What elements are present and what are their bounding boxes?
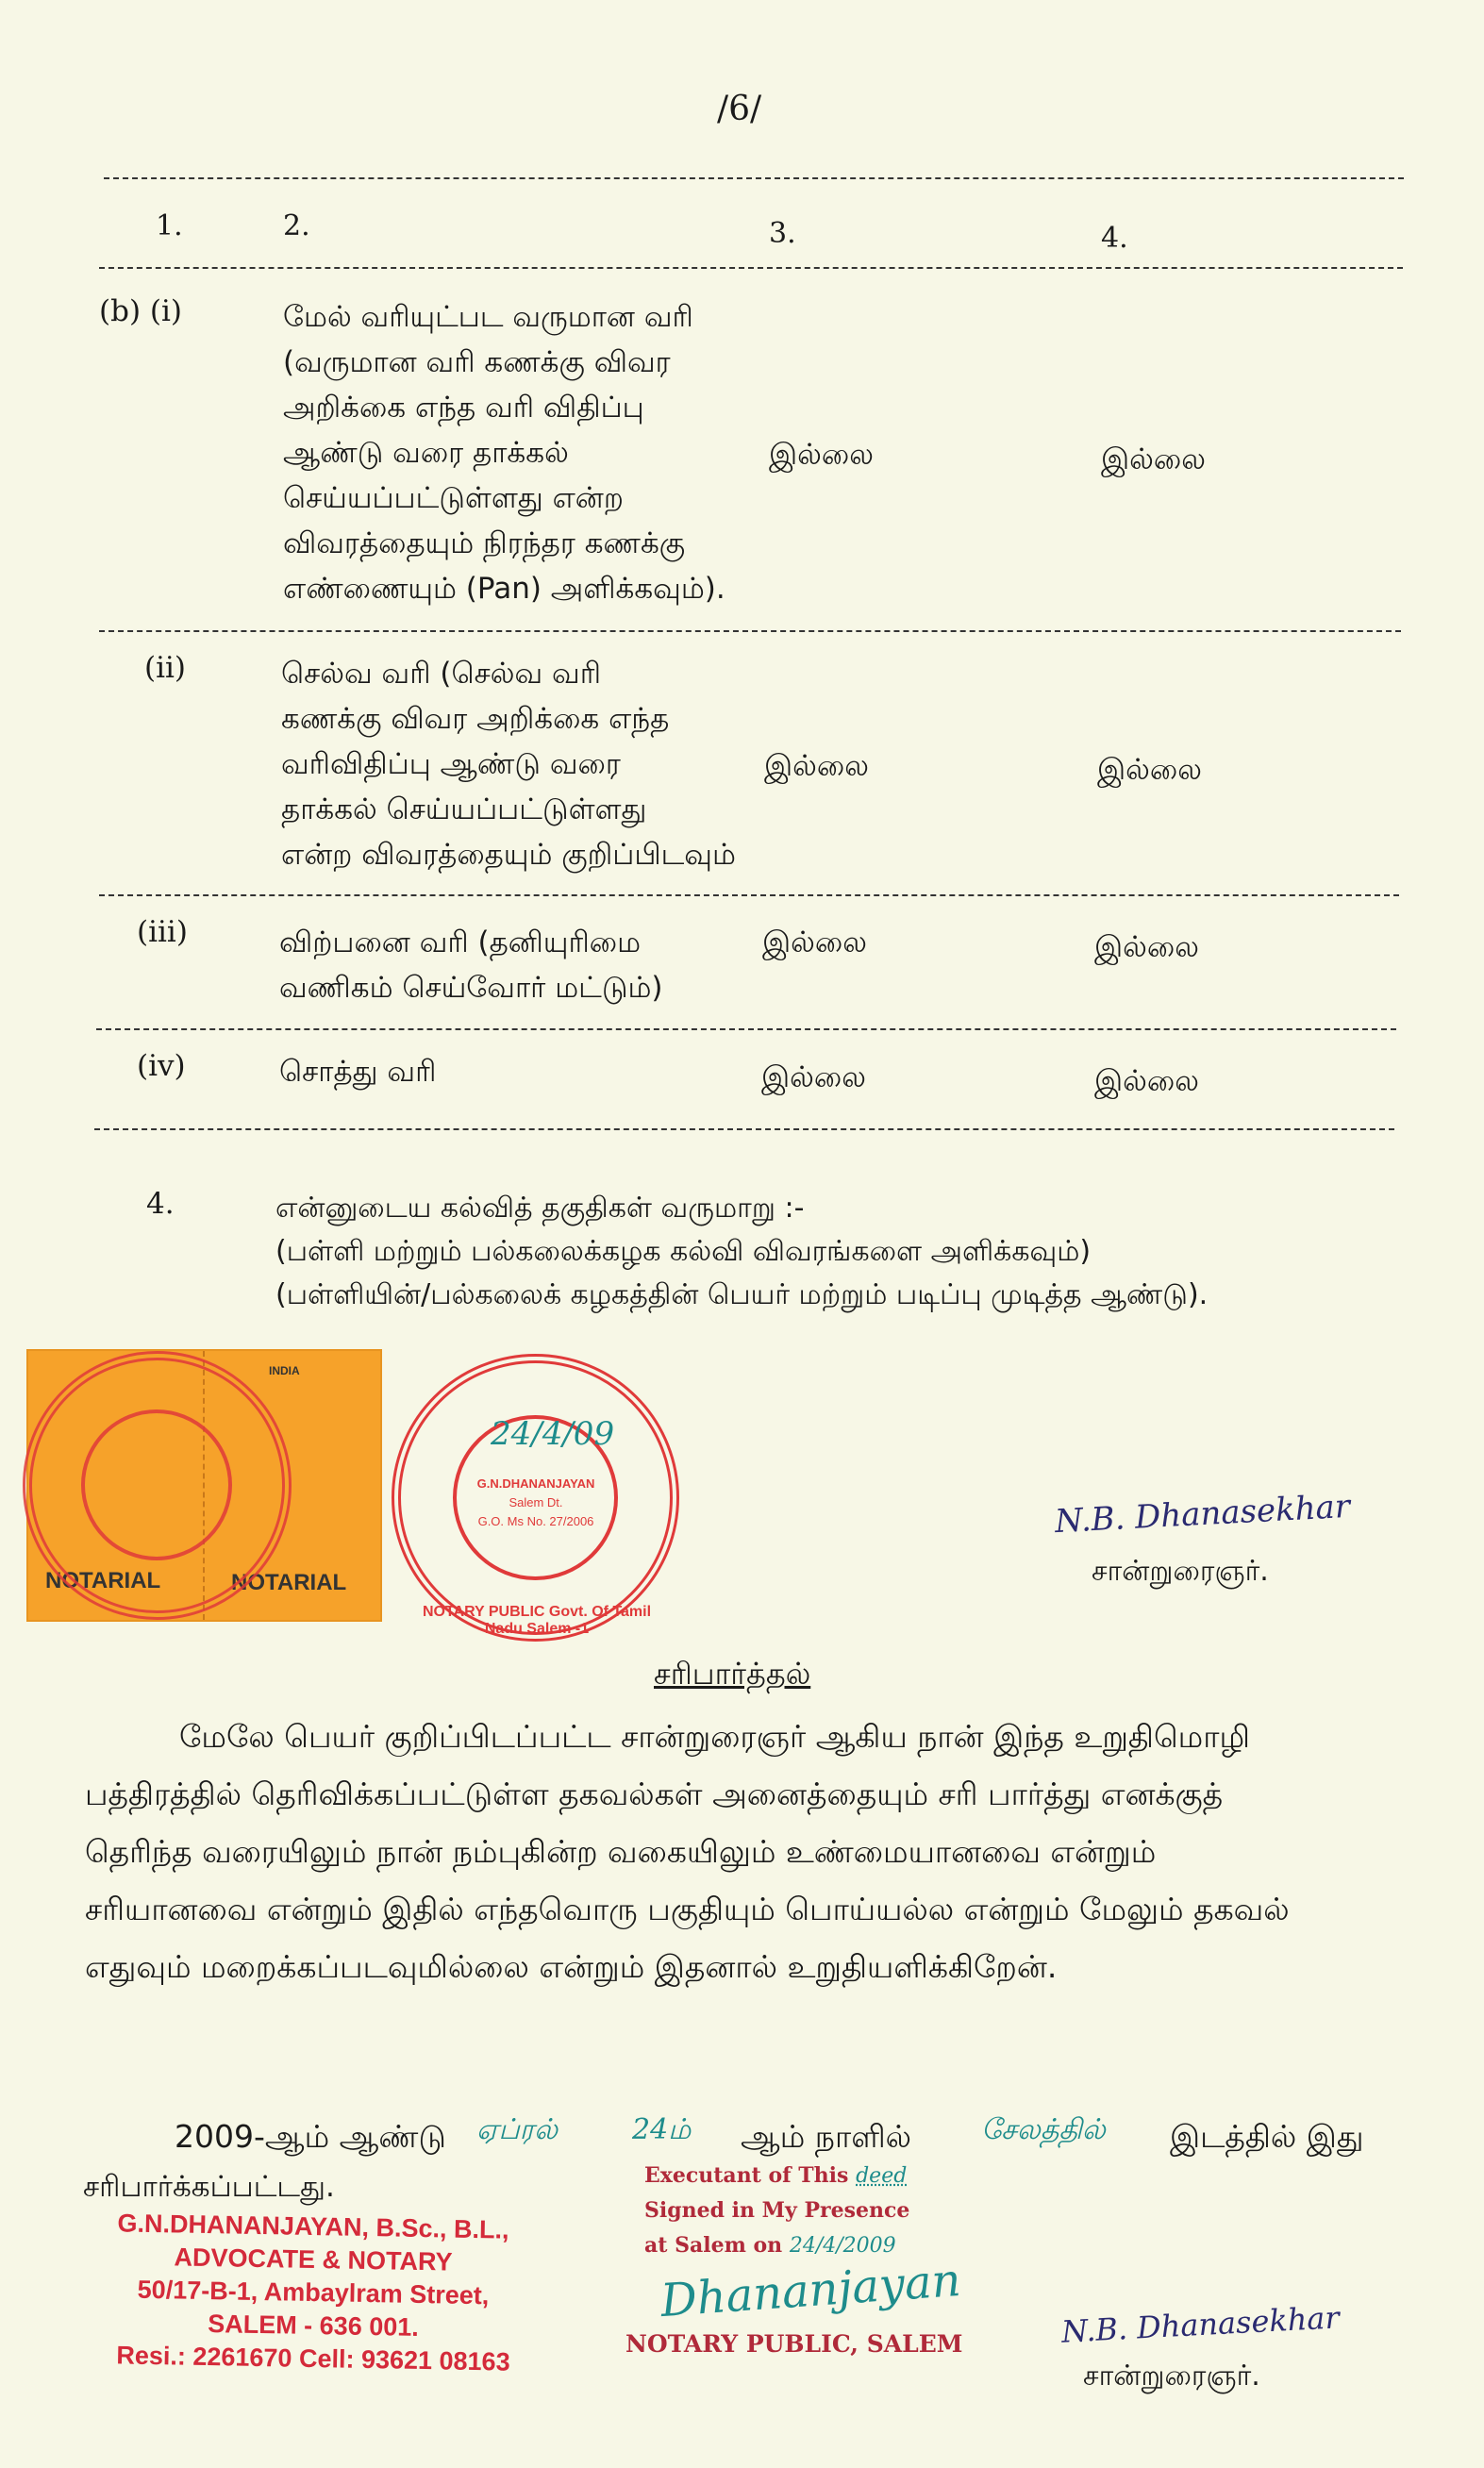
notary-address-stamp [87, 2210, 540, 2376]
row-description-iv: சொத்து வரி [279, 1055, 437, 1089]
date-year-text: 2009-ஆம் ஆண்டு [175, 2118, 446, 2155]
signature-label-1: சான்றுரைஞர். [1092, 1555, 1269, 1588]
column-header-2: 2. [283, 209, 310, 242]
row-description-b-i [283, 294, 725, 611]
column-header-3: 3. [769, 217, 796, 250]
notarial-right-text: NOTARIAL [231, 1570, 347, 1595]
row-value-col4-ii: இல்லை [1097, 753, 1202, 787]
section-4-line: (பள்ளியின்/பல்கலைக் கழகத்தின் பெயர் மற்றும் படிப்பு முடித்த ஆண்டு). [275, 1278, 1209, 1311]
table-rule-row3 [96, 1028, 1396, 1030]
notary-title: ADVOCATE & NOTARY [174, 2243, 453, 2276]
seal-go-number: G.O. Ms No. 27/2006 [477, 1514, 594, 1528]
executant-line-2: Signed in My Presence [644, 2198, 910, 2223]
paragraph-line: பத்திரத்தில் தெரிவிக்கப்பட்டுள்ள தகவல்கள் அனைத்தையும் சரி பார்த்து எனக்குத் [85, 1776, 1224, 1812]
signature-label-2: சான்றுரைஞர். [1083, 2360, 1260, 2393]
section-4-text [275, 1187, 1208, 1317]
paragraph-line: எதுவும் மறைக்கப்படவுமில்லை என்றும் இதனால் உறுதியளிக்கிறேன். [85, 1948, 1058, 1985]
date-place-suffix: இடத்தில் இது [1170, 2118, 1364, 2155]
desc-line: செய்யப்பட்டுள்ளது என்ற [283, 481, 624, 515]
row-number-ii: (ii) [144, 651, 187, 685]
date-line-2: சரிபார்க்கப்பட்டது. [83, 2170, 335, 2204]
notary-street: 50/17-B-1, Ambaylram Street, [137, 2275, 490, 2310]
desc-line: வணிகம் செய்வோர் மட்டும்) [279, 971, 663, 1005]
row-value-col3-ii: இல்லை [764, 749, 869, 783]
section-4-number: 4. [146, 1187, 175, 1221]
desc-line: வரிவிதிப்பு ஆண்டு வரை [281, 747, 621, 781]
notarial-left-text: NOTARIAL [45, 1568, 161, 1593]
desc-line: என்ற விவரத்தையும் குறிப்பிடவும் [281, 838, 736, 872]
table-rule-row2 [99, 894, 1399, 896]
section-4-line: (பள்ளி மற்றும் பல்கலைக்கழக கல்வி விவரங்களை அளிக்கவும்) [275, 1235, 1092, 1268]
desc-line: மேல் வரியுட்பட வருமான வரி [283, 300, 693, 334]
seal-ring-text: NOTARY PUBLIC Govt. Of Tamil Nadu Salem -1 [422, 1604, 652, 1637]
row-number-iv: (iv) [137, 1049, 186, 1083]
notary-seal-inner-ring [81, 1409, 232, 1560]
table-rule-header [99, 267, 1403, 269]
row-value-col4-iv: இல்லை [1094, 1064, 1199, 1098]
desc-line: தாக்கல் செய்யப்பட்டுள்ளது [281, 792, 647, 826]
table-rule-top [104, 177, 1404, 179]
date-place-handwritten: சேலத்தில் [981, 2113, 1106, 2146]
seal-handwritten-date: 24/4/09 [491, 1415, 615, 1453]
row-value-col4-b-i: இல்லை [1101, 442, 1206, 476]
desc-line: விற்பனை வரி (தனியுரிமை [279, 926, 642, 959]
row-value-col3-iv: இல்லை [761, 1060, 866, 1094]
desc-line: கணக்கு விவர அறிக்கை எந்த [281, 702, 670, 736]
executant-line-1 [644, 2159, 909, 2193]
row-value-col3-b-i: இல்லை [769, 438, 874, 472]
paragraph-line: சரியானவை என்றும் இதில் எந்தவொரு பகுதியும் பொய்யல்ல என்றும் மேலும் தகவல் [85, 1891, 1290, 1927]
seal-area: Salem Dt. [509, 1495, 563, 1509]
row-number-iii: (iii) [137, 915, 188, 949]
desc-line: (வருமான வரி கணக்கு விவர [283, 345, 671, 379]
row-value-col3-iii: இல்லை [762, 926, 867, 959]
desc-line: அறிக்கை எந்த வரி விதிப்பு [283, 391, 644, 425]
row-value-col4-iii: இல்லை [1094, 930, 1199, 964]
column-header-4: 4. [1101, 222, 1128, 255]
notary-signature: Dhananjayan [659, 2253, 963, 2328]
verification-paragraph [85, 1708, 1406, 1995]
executant-line-1-handwritten: deed [856, 2164, 908, 2188]
date-day-handwritten: 24ம் [632, 2113, 692, 2146]
row-description-ii [281, 651, 736, 877]
seal-name: G.N.DHANANJAYAN [476, 1476, 595, 1491]
notarial-stamp-paper [26, 1349, 382, 1622]
notary-name: G.N.DHANANJAYAN, B.Sc., B.L., [117, 2209, 509, 2244]
date-month-handwritten: ஏப்ரல் [476, 2113, 559, 2146]
notary-public-salem-label: NOTARY PUBLIC, SALEM [625, 2330, 963, 2358]
verification-title: சரிபார்த்தல் [654, 1656, 811, 1692]
desc-line: ஆண்டு வரை தாக்கல் [283, 436, 569, 470]
row-description-iii [279, 920, 663, 1010]
notary-public-seal [392, 1354, 679, 1642]
executant-line-3-handwritten: 24/4/2009 [789, 2234, 896, 2258]
table-rule-row1 [99, 630, 1401, 632]
executant-line-3 [644, 2228, 909, 2263]
signature-scribble-2: N.B. Dhanasekhar [1060, 2299, 1341, 2350]
date-day-suffix: ஆம் நாளில் [741, 2118, 912, 2155]
desc-line: எண்ணையும் (Pan) அளிக்கவும்). [283, 572, 725, 606]
table-rule-bottom [94, 1128, 1394, 1130]
paragraph-line: மேலே பெயர் குறிப்பிடப்பட்ட சான்றுரைஞர் ஆகிய நான் இந்த உறுதிமொழி [179, 1718, 1250, 1755]
desc-line: விவரத்தையும் நிரந்தர கணக்கு [283, 526, 686, 560]
column-header-1: 1. [156, 209, 183, 242]
executant-block [644, 2159, 909, 2263]
notary-city: SALEM - 636 001. [207, 2310, 420, 2342]
notary-seal-overlay [23, 1351, 292, 1620]
paragraph-line: தெரிந்த வரையிலும் நான் நம்புகின்ற வகையிலும் உண்மையானவை என்றும் [85, 1833, 1157, 1870]
executant-line-1-text: Executant of This [644, 2163, 849, 2188]
desc-line: செல்வ வரி (செல்வ வரி [281, 657, 602, 691]
india-text: INDIA [269, 1364, 300, 1377]
notary-phones: Resi.: 2261670 Cell: 93621 08163 [116, 2341, 510, 2376]
row-number-b-i: (b) (i) [99, 294, 182, 328]
section-4-line: என்னுடைய கல்வித் தகுதிகள் வருமாறு :- [275, 1192, 805, 1225]
executant-line-3-text: at Salem on [644, 2233, 783, 2258]
page-number: /6/ [717, 90, 762, 128]
signature-scribble-1: N.B. Dhanasekhar [1054, 1487, 1352, 1542]
